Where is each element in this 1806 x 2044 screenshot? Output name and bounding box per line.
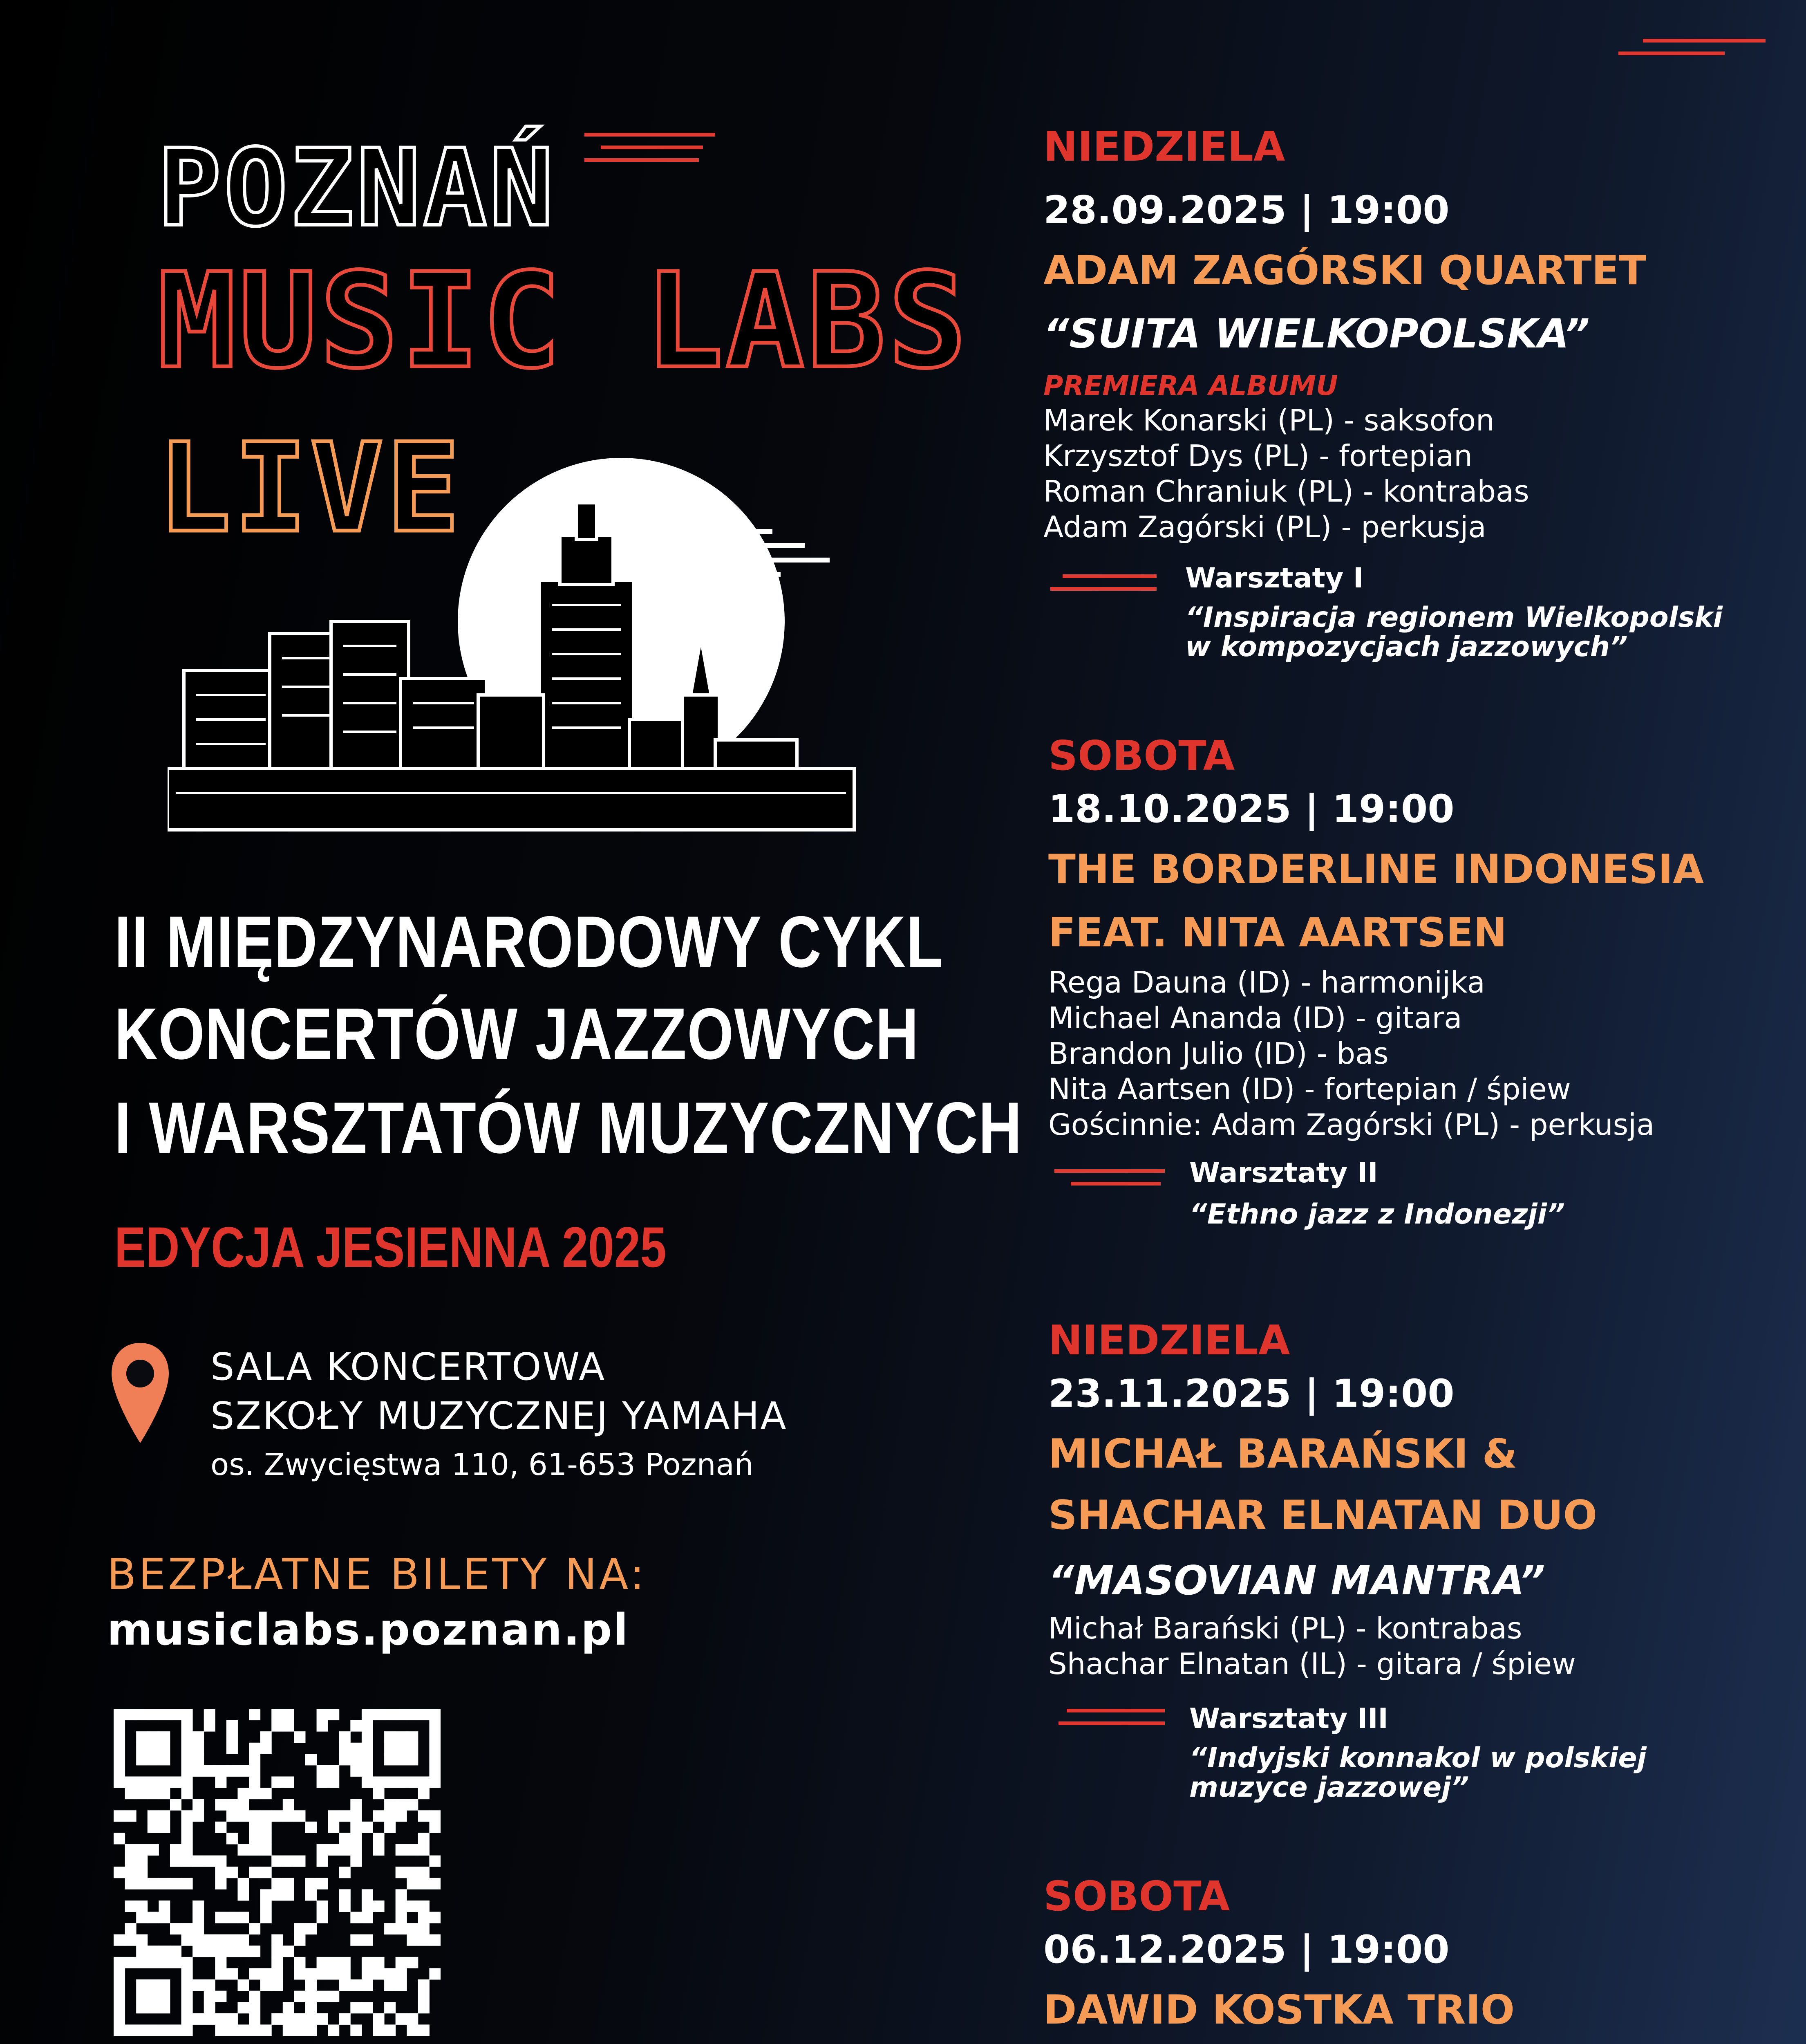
venue-line1: SALA KONCERTOWA (210, 1345, 606, 1389)
event-date: 23.11.2025 | 19:00 (1048, 1372, 1455, 1416)
workshop-title (1189, 1200, 1565, 1229)
premiere-label: PREMIERA ALBUMU (1043, 370, 1338, 401)
subtitle-line1: II MIĘDZYNARODOWY CYKL (114, 901, 944, 982)
event-date: 28.09.2025 | 19:00 (1043, 188, 1450, 233)
edition-label: EDYCJA JESIENNA 2025 (114, 1215, 667, 1279)
workshop-label: Warsztaty II (1189, 1157, 1378, 1189)
musician: Michał Barański (PL) - kontrabas (1048, 1611, 1522, 1645)
workshop-title (1189, 1744, 1647, 1802)
subtitle-line2: KONCERTÓW JAZZOWYCH (114, 993, 920, 1074)
musician: Brandon Julio (ID) - bas (1048, 1036, 1389, 1071)
workshop-title (1185, 603, 1723, 662)
title-poznan: POZNAŃ (157, 127, 556, 250)
musician: Nita Aartsen (ID) - fortepian / śpiew (1048, 1072, 1571, 1106)
event-act: FEAT. NITA AARTSEN (1048, 910, 1507, 956)
musicians-list (1043, 403, 1529, 545)
event-day: NIEDZIELA (1048, 1316, 1290, 1364)
musicians-list (1048, 1611, 1576, 1682)
event-album: “SUITA WIELKOPOLSKA” (1043, 311, 1590, 357)
workshop-title-line: muzyce jazzowej” (1189, 1771, 1469, 1804)
event-day: SOBOTA (1043, 1872, 1230, 1920)
musician: Adam Zagórski (PL) - perkusja (1043, 510, 1486, 544)
workshop-title-line: “Indyjski konnakol w polskiej (1189, 1742, 1647, 1774)
workshop-dashes (1054, 1169, 1165, 1195)
musician: Marek Konarski (PL) - saksofon (1043, 403, 1495, 437)
decorative-dashes (1618, 39, 1766, 64)
venue-address: os. Zwycięstwa 110, 61-653 Poznań (210, 1447, 754, 1482)
title-music-labs: MUSIC LABS (157, 245, 969, 397)
location-pin-icon (110, 1341, 171, 1447)
workshop-title-line: “Inspiracja regionem Wielkopolski (1185, 601, 1723, 634)
workshop-dashes (1059, 1709, 1165, 1734)
event-date: 06.12.2025 | 19:00 (1043, 1927, 1450, 1972)
musician: Rega Dauna (ID) - harmonijka (1048, 965, 1485, 1000)
workshop-label: Warsztaty I (1185, 562, 1364, 594)
event-date: 18.10.2025 | 19:00 (1048, 787, 1455, 831)
tickets-link[interactable]: musiclabs.poznan.pl (107, 1605, 629, 1655)
event-act: THE BORDERLINE INDONESIA (1048, 846, 1704, 893)
musician: Roman Chraniuk (PL) - kontrabas (1043, 474, 1529, 509)
workshop-title-line: “Ethno jazz z Indonezji” (1189, 1198, 1565, 1230)
event-act: SHACHAR ELNATAN DUO (1048, 1492, 1597, 1539)
musician: Michael Ananda (ID) - gitara (1048, 1001, 1462, 1035)
decorative-dashes (584, 133, 715, 171)
tickets-label: BEZPŁATNE BILETY NA: (107, 1549, 647, 1599)
subtitle-line3: I WARSZTATÓW MUZYCZNYCH (114, 1087, 1023, 1168)
event-day: SOBOTA (1048, 732, 1235, 780)
musician: Gościnnie: Adam Zagórski (PL) - perkusja (1048, 1107, 1655, 1142)
event-act: ADAM ZAGÓRSKI QUARTET (1043, 247, 1647, 294)
workshop-label: Warsztaty III (1189, 1703, 1388, 1735)
musicians-list (1048, 965, 1654, 1143)
workshop-dashes (1050, 574, 1157, 600)
musician: Krzysztof Dys (PL) - fortepian (1043, 439, 1473, 473)
event-day: NIEDZIELA (1043, 123, 1285, 170)
event-act: DAWID KOSTKA TRIO (1043, 1987, 1515, 2033)
event-act: MICHAŁ BARAŃSKI & (1048, 1431, 1517, 1477)
event-album: “MASOVIAN MANTRA” (1048, 1558, 1545, 1604)
musician: Shachar Elnatan (IL) - gitara / śpiew (1048, 1647, 1576, 1681)
title-live: LIVE (157, 417, 463, 560)
venue-line2: SZKOŁY MUZYCZNEJ YAMAHA (210, 1394, 788, 1438)
city-skyline-illustration (168, 458, 862, 834)
workshop-title-line: w kompozycjach jazzowych” (1185, 631, 1628, 663)
qr-code[interactable] (114, 1709, 441, 2036)
